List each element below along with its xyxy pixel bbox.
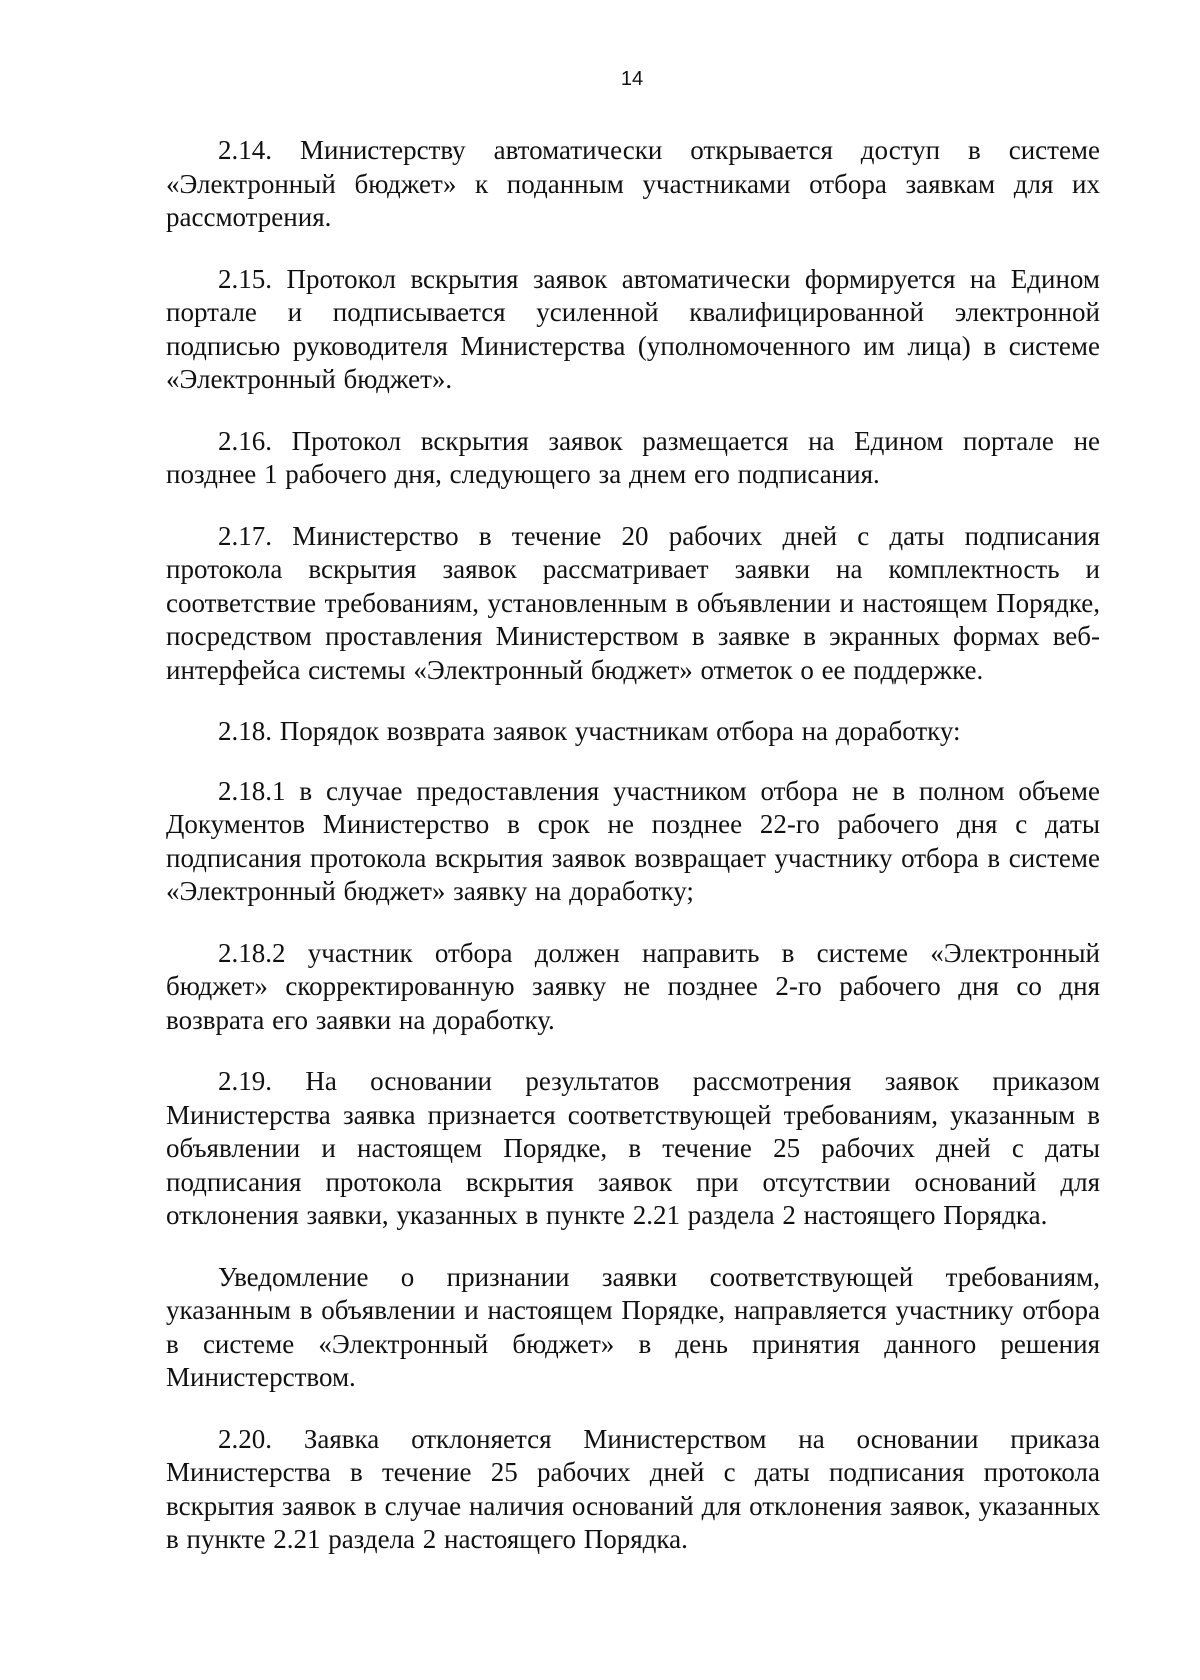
paragraph-2-18: 2.18. Порядок возврата заявок участникам отбора на доработку: (218, 716, 961, 746)
paragraph-2-19: 2.19. На основании результатов рассмотрения заявок приказом Министерства заявка признается соответствующей требованиям, указанным в объявлении и настоящем Порядке, в течение 25 рабочих дней с даты подписания протокола вскрытия заявок при отсутствии оснований для отклонения заявки, указанных в пункте 2.21 раздела 2 настоящего Порядка. (166, 1066, 1100, 1230)
paragraph-2-20: 2.20. Заявка отклоняется Министерством на основании приказа Министерства в течение 25 рабочих дней с даты подписания протокола вскрытия заявок в случае наличия оснований для отклонения заявок, указанных в пункте 2.21 раздела 2 настоящего Порядка. (166, 1423, 1100, 1554)
paragraph-notification: Уведомление о признании заявки соответствующей требованиям, указанным в объявлении и настоящем Порядке, направляется участнику отбора в системе «Электронный бюджет» в день принятия данного решения Министерством. (166, 1261, 1100, 1392)
paragraph-2-18-2: 2.18.2 участник отбора должен направить в системе «Электронный бюджет» скорректированную заявку не позднее 2-го рабочего дня со дня возврата его заявки на доработку. (166, 937, 1100, 1035)
paragraph-2-18-1: 2.18.1 в случае предоставления участником отбора не в полном объеме Документов Министерство в срок не позднее 22-го рабочего дня с даты подписания протокола вскрытия заявок возвращает участнику отбора в системе «Электронный бюджет» заявку на доработку; (166, 775, 1100, 906)
paragraph-2-17: 2.17. Министерство в течение 20 рабочих дней с даты подписания протокола вскрытия заявок рассматривает заявки на комплектность и соответствие требованиям, установленным в объявлении и настоящем Порядке, посредством проставления Министерством в заявке в экранных формах веб-интерфейса системы «Электронный бюджет» отметок о ее поддержке. (166, 520, 1100, 685)
page-number: 14 (620, 68, 644, 90)
document-body (166, 134, 1100, 1585)
paragraph-2-15: 2.15. Протокол вскрытия заявок автоматически формируется на Едином портале и подписывается усиленной квалифицированной электронной подписью руководителя Министерства (уполномоченного им лица) в системе «Электронный бюджет». (166, 263, 1100, 394)
paragraph-2-14: 2.14. Министерству автоматически открывается доступ в системе «Электронный бюджет» к поданным участниками отбора заявкам для их рассмотрения. (166, 135, 1100, 232)
paragraph-2-16: 2.16. Протокол вскрытия заявок размещается на Едином портале не позднее 1 рабочего дня, следующего за днем его подписания. (166, 425, 1100, 489)
